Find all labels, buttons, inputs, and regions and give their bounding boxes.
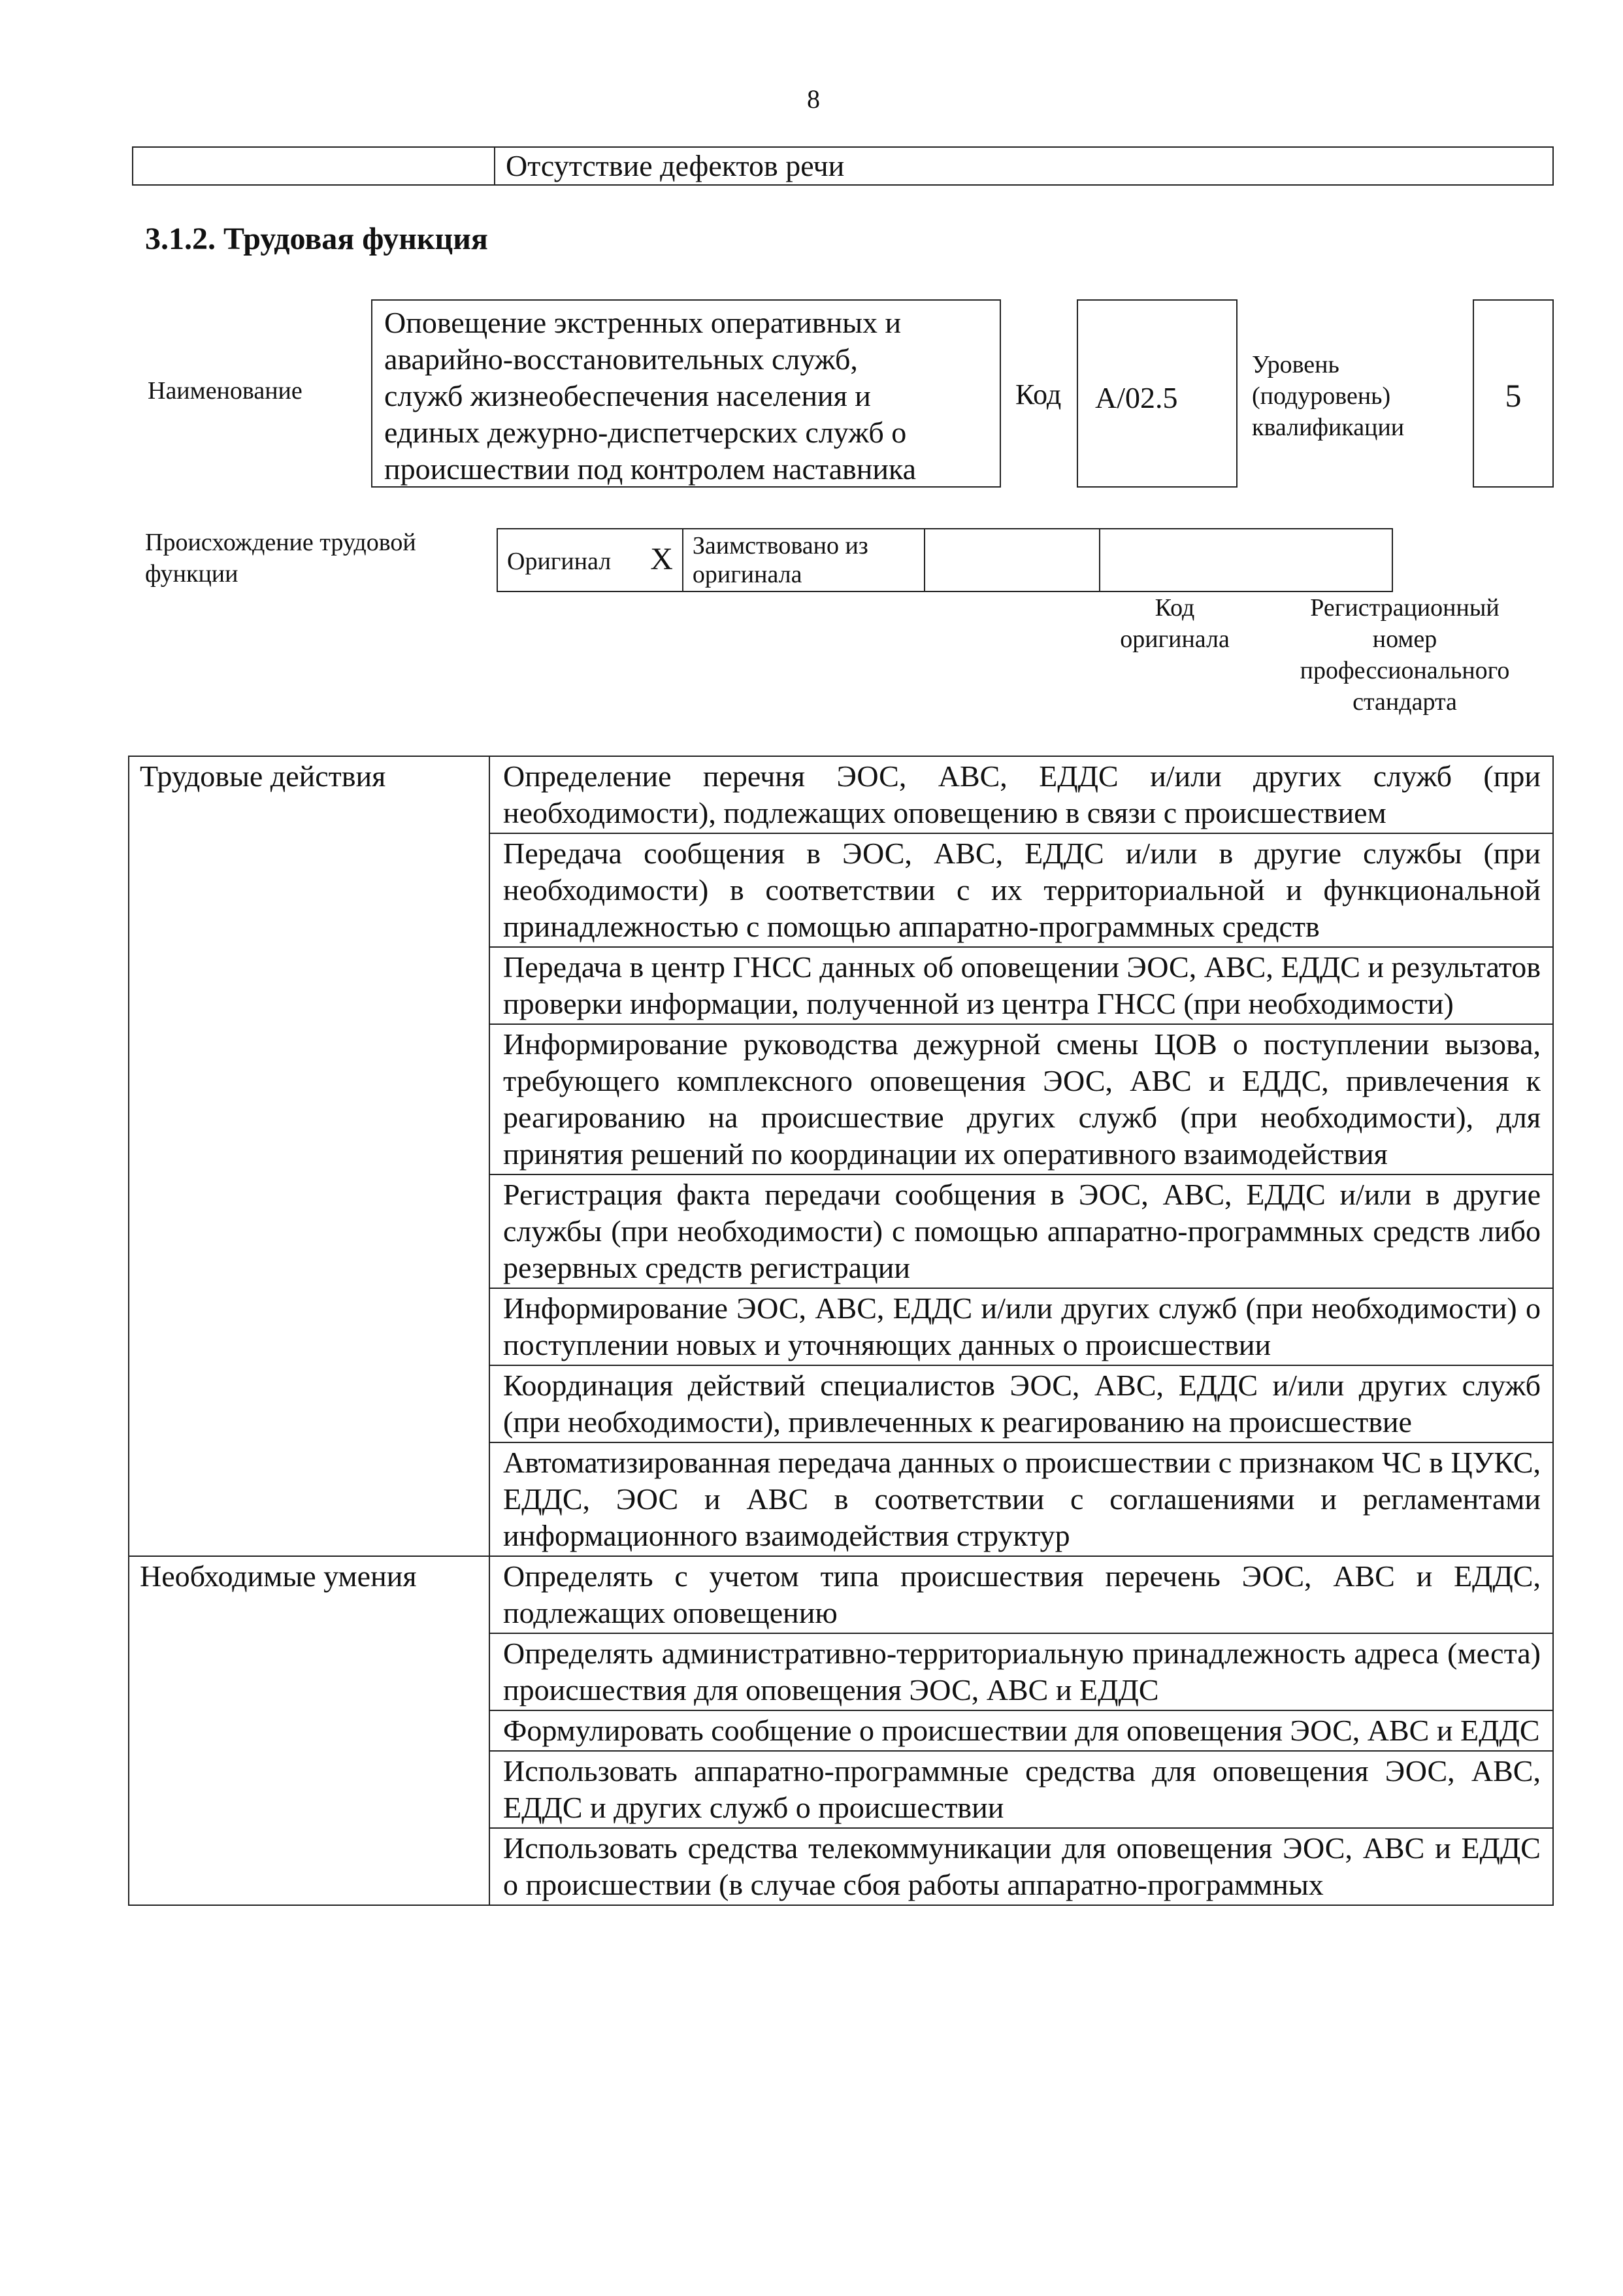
skill-item: Определять административно-территориальную принадлежность адреса (места) происшествия для оповещения ЭОС, АВС и ЕДДС — [489, 1633, 1553, 1710]
labor-action-item: Передача в центр ГНСС данных об оповещении ЭОС, АВС, ЕДДС и результатов проверки информации, полученной из центра ГНСС (при необходимости) — [489, 947, 1553, 1024]
required-skills-label: Необходимые умения — [129, 1556, 489, 1905]
section-heading: 3.1.2. Трудовая функция — [145, 222, 488, 256]
table-row — [129, 1556, 1553, 1633]
borrowed-label-line: оригинала — [692, 561, 802, 588]
borrowed-label-line: Заимствовано из — [692, 532, 868, 559]
reg-caption-line: профессионального — [1300, 657, 1510, 684]
original-mark: X — [650, 541, 673, 576]
level-label-line: Уровень — [1252, 351, 1339, 378]
function-details-table — [128, 756, 1554, 1906]
original-cell — [497, 529, 683, 591]
function-name-line: аварийно-восстановительных служб, — [384, 342, 858, 376]
code-caption-line: оригинала — [1120, 625, 1230, 653]
table-cell: Отсутствие дефектов речи — [495, 147, 1553, 185]
table-cell-empty — [133, 147, 495, 185]
labor-action-item: Информирование ЭОС, АВС, ЕДДС и/или других служб (при необходимости) о поступлении новых и уточняющих данных о происшествии — [489, 1288, 1553, 1365]
borrowed-cell — [683, 529, 925, 591]
reg-caption-line: Регистрационный — [1310, 594, 1500, 622]
original-label: Оригинал — [507, 547, 612, 575]
labor-action-item: Автоматизированная передача данных о происшествии с признаком ЧС в ЦУКС, ЕДДС, ЭОС и АВС в соответствии с соглашениями и регламентами информационного взаимодействия структур — [489, 1442, 1553, 1556]
original-code-cell — [925, 529, 1100, 591]
labor-action-item: Регистрация факта передачи сообщения в ЭОС, АВС, ЕДДС и/или в другие службы (при необходимости) с помощью аппаратно-программных средств либо резервных средств регистрации — [489, 1174, 1553, 1288]
labor-action-item: Передача сообщения в ЭОС, АВС, ЕДДС и/или в другие службы (при необходимости) в соответствии с их территориальной и функциональной принадлежностью с помощью аппаратно-программных средств — [489, 833, 1553, 947]
function-name-line: Оповещение экстренных оперативных и — [384, 306, 902, 339]
labor-action-item: Определение перечня ЭОС, АВС, ЕДДС и/или других служб (при необходимости), подлежащих оповещению в связи с происшествием — [489, 756, 1553, 833]
table-row — [497, 529, 1392, 591]
reg-caption-line: номер — [1372, 625, 1437, 653]
name-label: Наименование — [148, 377, 303, 405]
continuation-table — [132, 146, 1554, 186]
labor-action-item: Информирование руководства дежурной смены ЦОВ о поступлении вызова, требующего комплексного оповещения ЭОС, АВС и ЕДДС, привлечения к реагированию на происшествие других служб (при необходимости), для принятия решений по координации их оперативного взаимодействия — [489, 1024, 1553, 1174]
registration-number-cell — [1100, 529, 1392, 591]
skill-item: Использовать средства телекоммуникации для оповещения ЭОС, АВС и ЕДДС о происшествии (в случае сбоя работы аппаратно-программных — [489, 1828, 1553, 1905]
reg-caption-line: стандарта — [1352, 688, 1457, 716]
level-label-line: (подуровень) — [1252, 382, 1391, 410]
function-name-line: происшествии под контролем наставника — [384, 452, 917, 486]
function-name-line: служб жизнеобеспечения населения и — [384, 379, 871, 412]
code-label: Код — [1015, 378, 1062, 410]
level-label — [1252, 349, 1404, 443]
origin-label-line: Происхождение трудовой — [145, 529, 416, 556]
origin-label-line: функции — [145, 560, 238, 588]
origin-label — [145, 527, 472, 590]
labor-actions-label: Трудовые действия — [129, 756, 489, 1556]
level-label-line: квалификации — [1252, 414, 1405, 441]
code-caption — [1090, 592, 1260, 655]
level-value-box: 5 — [1473, 299, 1554, 488]
code-value-box: А/02.5 — [1077, 299, 1238, 488]
skill-item: Определять с учетом типа происшествия перечень ЭОС, АВС и ЕДДС, подлежащих оповещению — [489, 1556, 1553, 1633]
labor-action-item: Координация действий специалистов ЭОС, АВС, ЕДДС и/или других служб (при необходимости), привлеченных к реагированию на происшествие — [489, 1365, 1553, 1442]
origin-table — [497, 528, 1393, 592]
registration-caption — [1274, 592, 1535, 718]
code-caption-line: Код — [1155, 594, 1195, 622]
function-name-box — [371, 299, 1001, 488]
table-row — [129, 756, 1553, 833]
skill-item: Формулировать сообщение о происшествии для оповещения ЭОС, АВС и ЕДДС — [489, 1710, 1553, 1751]
table-row — [133, 147, 1553, 185]
page-number: 8 — [807, 84, 820, 114]
function-name-line: единых дежурно-диспетчерских служб о — [384, 416, 907, 449]
skill-item: Использовать аппаратно-программные средства для оповещения ЭОС, АВС, ЕДДС и других служб о происшествии — [489, 1751, 1553, 1828]
